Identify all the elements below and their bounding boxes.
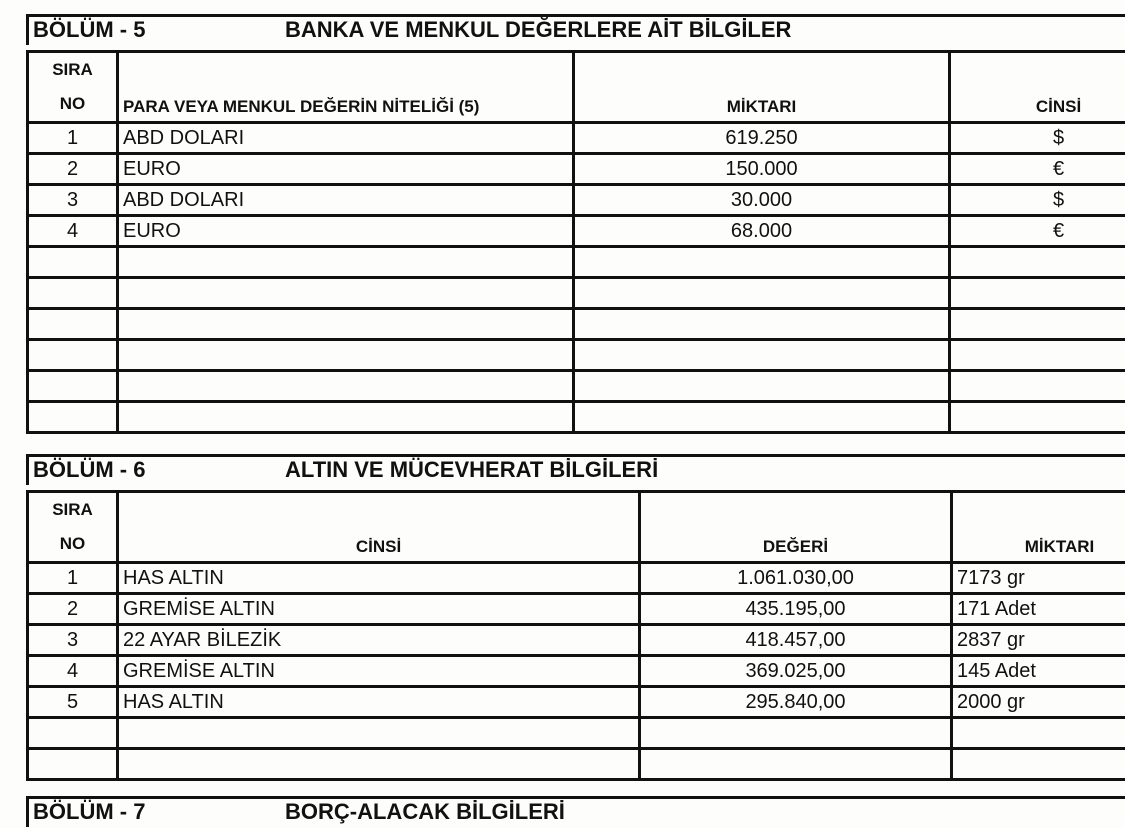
table-body: [28, 123, 1125, 433]
cell-miktar: 171 Adet: [952, 594, 1125, 625]
header-nitelik: PARA VEYA MENKUL DEĞERİN NİTELİĞİ (5): [118, 52, 574, 123]
empty-row: [28, 718, 1125, 749]
cell-cins: [950, 247, 1125, 278]
cell-deger: [640, 718, 952, 749]
header-sira: SIRA: [52, 500, 93, 519]
cell-no: 3: [28, 185, 118, 216]
cell-cins: €: [950, 154, 1125, 185]
cell-nitelik: EURO: [118, 216, 574, 247]
cell-no: [28, 402, 118, 433]
cell-miktar: [574, 402, 950, 433]
table-row: [28, 656, 1125, 687]
cell-cins: $: [950, 185, 1125, 216]
section-5-header: [26, 14, 1125, 45]
cell-miktar: [574, 309, 950, 340]
cell-no: [28, 718, 118, 749]
empty-row: [28, 749, 1125, 780]
cell-deger: [640, 749, 952, 780]
cell-miktar: 30.000: [574, 185, 950, 216]
cell-no: 4: [28, 656, 118, 687]
cell-cins: €: [950, 216, 1125, 247]
section-5-title: BANKA VE MENKUL DEĞERLERE AİT BİLGİLER: [285, 17, 792, 42]
empty-row: [28, 247, 1125, 278]
cell-cins: [950, 371, 1125, 402]
empty-row: [28, 402, 1125, 433]
cell-miktar: [574, 340, 950, 371]
cell-no: 2: [28, 154, 118, 185]
cell-nitelik: [118, 371, 574, 402]
cell-no: [28, 247, 118, 278]
cell-cins: GREMİSE ALTIN: [118, 656, 640, 687]
cell-no: 3: [28, 625, 118, 656]
header-no: NO: [59, 534, 86, 553]
cell-miktar: 2000 gr: [952, 687, 1125, 718]
cell-nitelik: ABD DOLARI: [118, 185, 574, 216]
table-row: [28, 563, 1125, 594]
table-header-row: [28, 52, 1125, 123]
header-sira-no: [28, 52, 118, 123]
table-row: [28, 123, 1125, 154]
table-row: [28, 216, 1125, 247]
cell-miktar: [574, 247, 950, 278]
section-7-header: [26, 796, 1125, 827]
empty-row: [28, 371, 1125, 402]
cell-cins: $: [950, 123, 1125, 154]
cell-no: [28, 749, 118, 780]
cell-no: 1: [28, 123, 118, 154]
empty-row: [28, 309, 1125, 340]
cell-cins: GREMİSE ALTIN: [118, 594, 640, 625]
section-6-header: [26, 454, 1125, 485]
cell-cins: HAS ALTIN: [118, 563, 640, 594]
section-6-title: ALTIN VE MÜCEVHERAT BİLGİLERİ: [285, 457, 659, 482]
header-miktar: MİKTARI: [952, 492, 1125, 563]
cell-deger: 369.025,00: [640, 656, 952, 687]
cell-miktar: 145 Adet: [952, 656, 1125, 687]
cell-miktar: [574, 278, 950, 309]
cell-miktar: [952, 749, 1125, 780]
cell-no: 2: [28, 594, 118, 625]
cell-nitelik: [118, 278, 574, 309]
cell-cins: [950, 402, 1125, 433]
cell-nitelik: ABD DOLARI: [118, 123, 574, 154]
gold-jewelry-table: [26, 490, 1125, 781]
cell-cins: 22 AYAR BİLEZİK: [118, 625, 640, 656]
cell-nitelik: [118, 340, 574, 371]
cell-cins: [118, 718, 640, 749]
cell-deger: 435.195,00: [640, 594, 952, 625]
table-row: [28, 185, 1125, 216]
cell-cins: HAS ALTIN: [118, 687, 640, 718]
table-row: [28, 625, 1125, 656]
header-sira-no: [28, 492, 118, 563]
cell-deger: 1.061.030,00: [640, 563, 952, 594]
cell-no: [28, 340, 118, 371]
header-cins: CİNSİ: [118, 492, 640, 563]
empty-row: [28, 278, 1125, 309]
cell-miktar: 7173 gr: [952, 563, 1125, 594]
section-7-number: BÖLÜM - 7: [33, 799, 146, 824]
table-row: [28, 687, 1125, 718]
bank-securities-table: [26, 50, 1125, 434]
cell-cins: [118, 749, 640, 780]
empty-row: [28, 340, 1125, 371]
cell-no: [28, 278, 118, 309]
header-miktar: MİKTARI: [574, 52, 950, 123]
table-body: [28, 563, 1125, 780]
cell-nitelik: [118, 247, 574, 278]
cell-cins: [950, 309, 1125, 340]
section-5-number: BÖLÜM - 5: [33, 17, 146, 42]
cell-no: 4: [28, 216, 118, 247]
section-6-number: BÖLÜM - 6: [33, 457, 146, 482]
cell-miktar: 150.000: [574, 154, 950, 185]
header-no: NO: [59, 94, 86, 113]
cell-nitelik: EURO: [118, 154, 574, 185]
cell-miktar: [574, 371, 950, 402]
header-deger: DEĞERİ: [640, 492, 952, 563]
cell-nitelik: [118, 402, 574, 433]
table-row: [28, 594, 1125, 625]
section-7-title: BORÇ-ALACAK BİLGİLERİ: [285, 799, 565, 824]
cell-no: [28, 371, 118, 402]
cell-no: 1: [28, 563, 118, 594]
cell-nitelik: [118, 309, 574, 340]
cell-miktar: 619.250: [574, 123, 950, 154]
cell-cins: [950, 340, 1125, 371]
cell-deger: 418.457,00: [640, 625, 952, 656]
cell-miktar: 2837 gr: [952, 625, 1125, 656]
cell-cins: [950, 278, 1125, 309]
header-cins: CİNSİ: [950, 52, 1125, 123]
header-sira: SIRA: [52, 60, 93, 79]
cell-no: 5: [28, 687, 118, 718]
cell-no: [28, 309, 118, 340]
cell-miktar: [952, 718, 1125, 749]
table-header-row: [28, 492, 1125, 563]
cell-miktar: 68.000: [574, 216, 950, 247]
table-row: [28, 154, 1125, 185]
cell-deger: 295.840,00: [640, 687, 952, 718]
